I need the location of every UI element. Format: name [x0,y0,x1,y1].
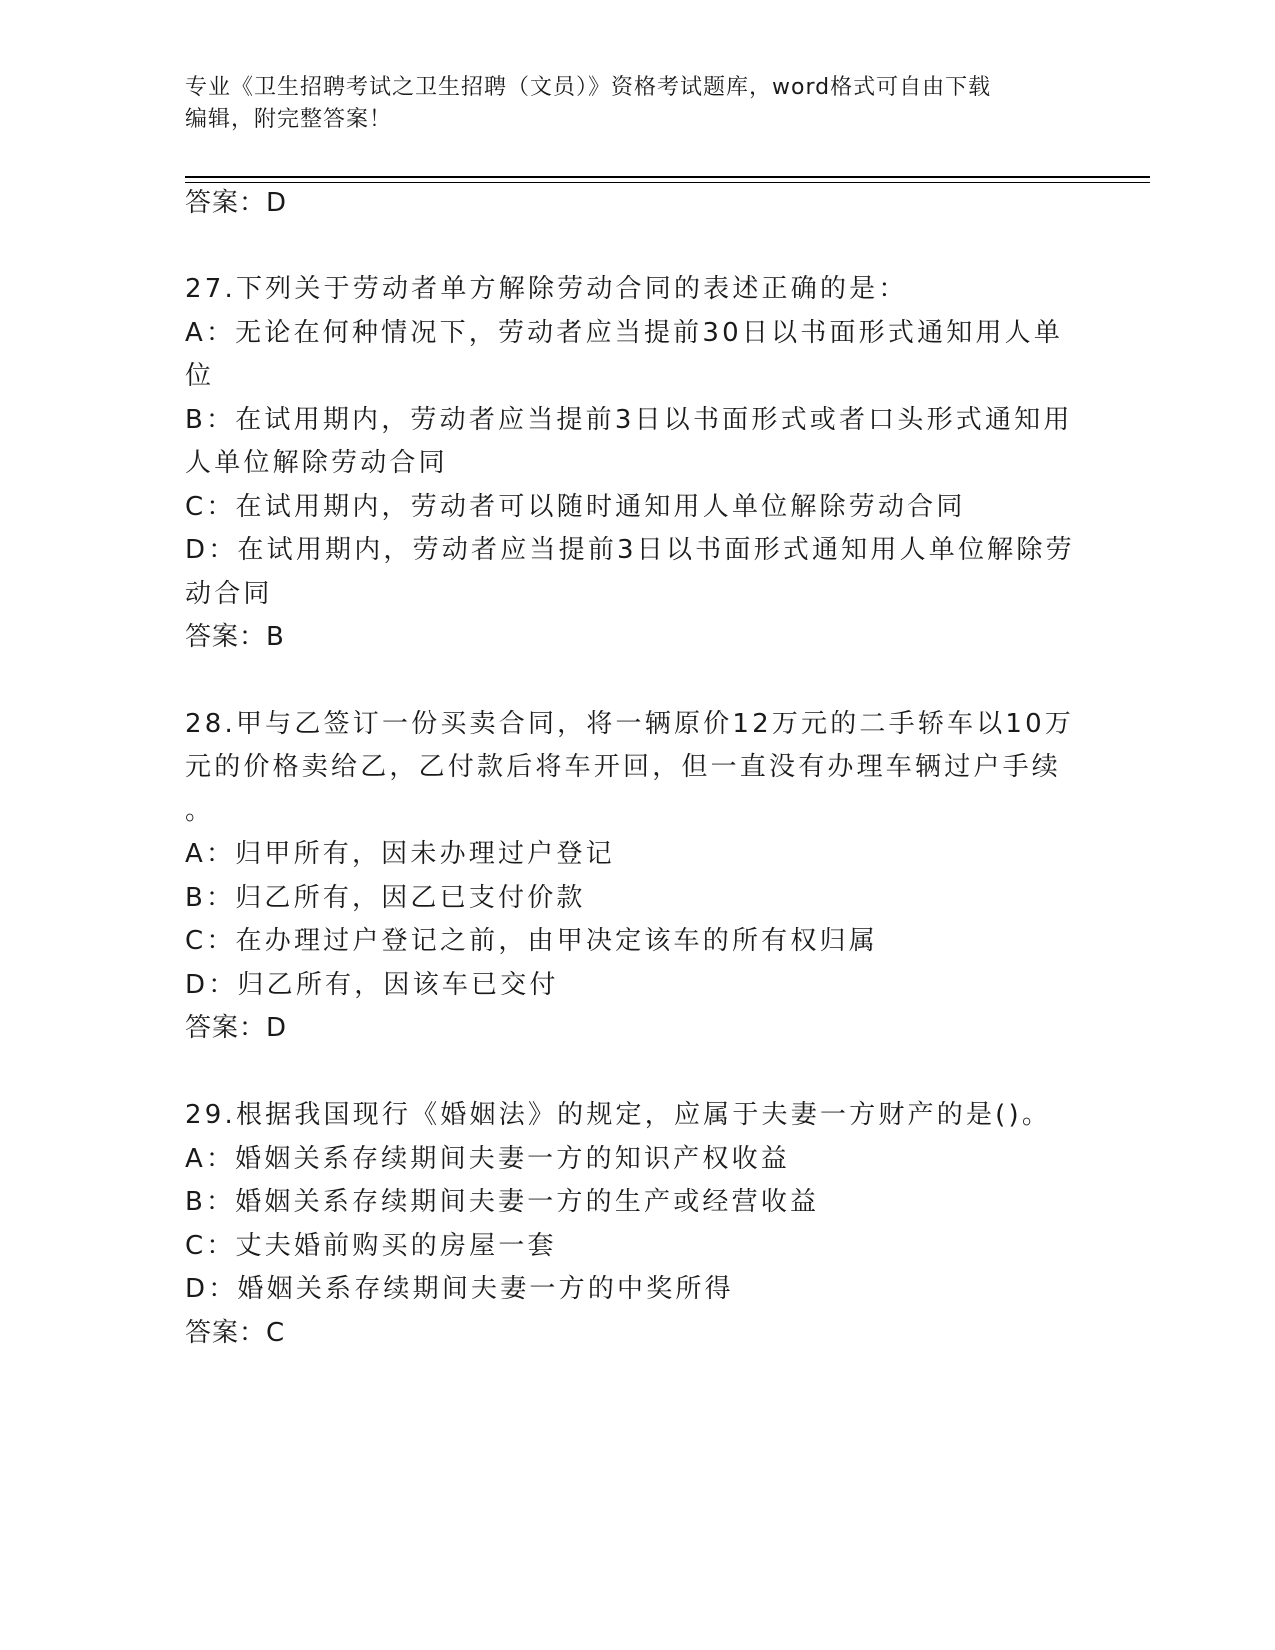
header-divider-thick [185,176,1150,178]
q29-option-b: B：婚姻关系存续期间夫妻一方的生产或经营收益 [185,1187,820,1217]
q27-option-a: A：无论在何种情况下，劳动者应当提前30日以书面形式通知用人单 [185,318,1064,348]
q28-stem: 28.甲与乙签订一份买卖合同，将一辆原价12万元的二手轿车以10万 [185,709,1075,739]
previous-answer: 答案：D [185,188,288,218]
header-line-1: 专业《卫生招聘考试之卫生招聘（文员）》资格考试题库，word格式可自由下载 [185,75,992,100]
q29-option-c: C：丈夫婚前购买的房屋一套 [185,1231,557,1261]
q27-answer: 答案：B [185,622,285,652]
q27-option-d-cont: 动合同 [185,579,273,609]
q27-option-b: B：在试用期内，劳动者应当提前3日以书面形式或者口头形式通知用 [185,405,1073,435]
q27-option-b-cont: 人单位解除劳动合同 [185,448,448,478]
q29-answer: 答案：C [185,1318,286,1348]
q28-option-b: B：归乙所有，因乙已支付价款 [185,883,586,913]
q29-option-a: A：婚姻关系存续期间夫妻一方的知识产权收益 [185,1144,790,1174]
q27-option-a-cont: 位 [185,361,215,391]
document-header [185,72,1085,136]
q29-stem: 29.根据我国现行《婚姻法》的规定，应属于夫妻一方财产的是()。 [185,1100,1052,1130]
q27-option-c: C：在试用期内，劳动者可以随时通知用人单位解除劳动合同 [185,492,966,522]
q28-option-c: C：在办理过户登记之前，由甲决定该车的所有权归属 [185,926,878,956]
header-divider-thin [185,182,1150,183]
q28-answer: 答案：D [185,1013,288,1043]
q28-option-d: D：归乙所有，因该车已交付 [185,970,559,1000]
q29-option-d: D：婚姻关系存续期间夫妻一方的中奖所得 [185,1274,734,1304]
q27-stem: 27.下列关于劳动者单方解除劳动合同的表述正确的是： [185,274,908,304]
q27-option-d: D：在试用期内，劳动者应当提前3日以书面形式通知用人单位解除劳 [185,535,1075,565]
q28-option-a: A：归甲所有，因未办理过户登记 [185,839,615,869]
q28-stem-end: 。 [185,796,215,826]
header-line-2: 编辑，附完整答案！ [185,107,393,132]
q28-stem-cont: 元的价格卖给乙，乙付款后将车开回，但一直没有办理车辆过户手续 [185,752,1062,782]
